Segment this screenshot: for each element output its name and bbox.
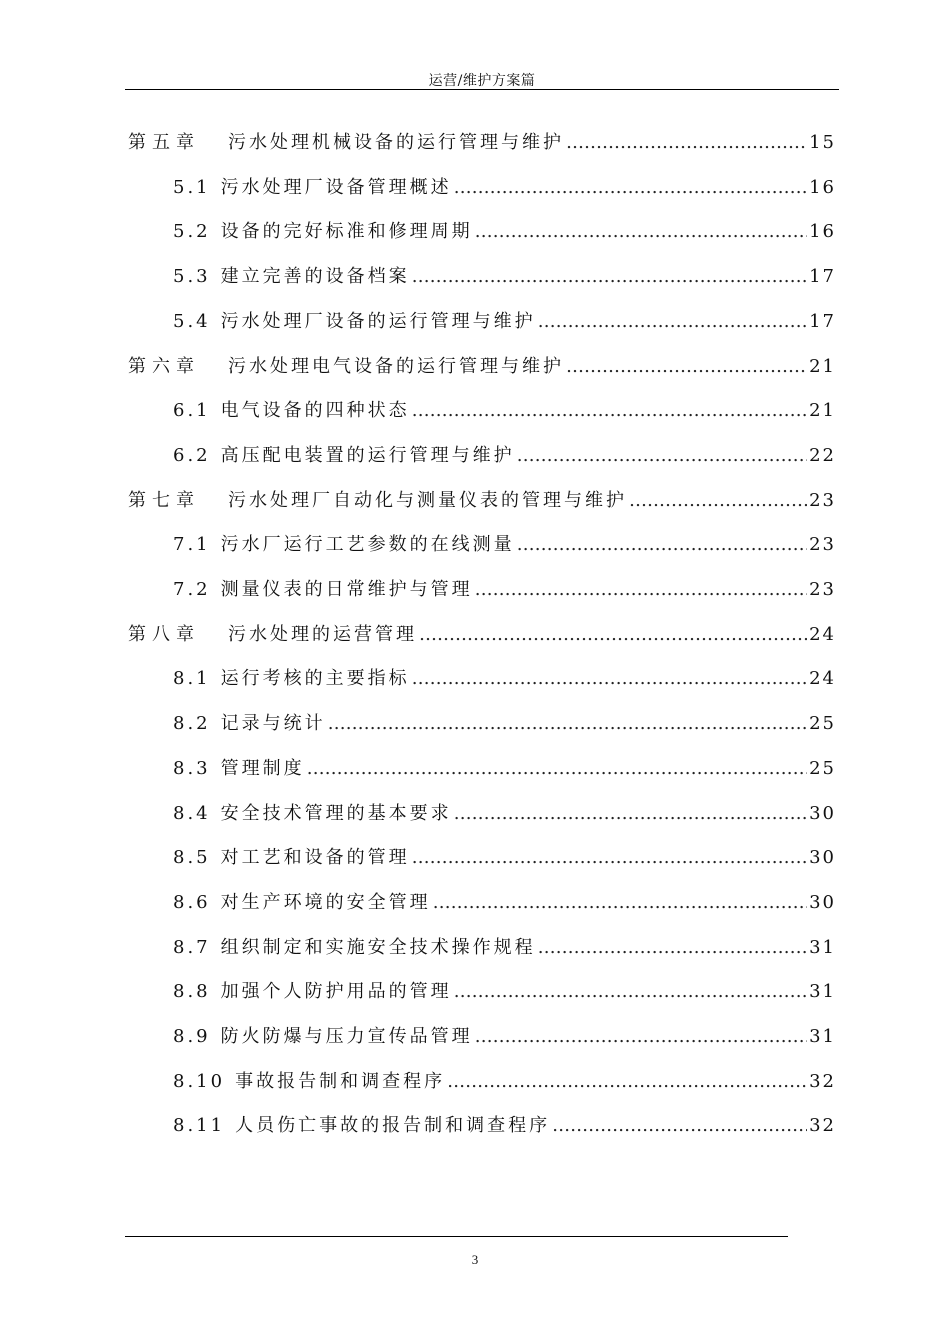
- toc-dot-leader: [538, 310, 807, 334]
- toc-entry-page: 21: [809, 355, 836, 377]
- toc-dot-leader: [454, 802, 807, 826]
- toc-dot-leader: [454, 980, 807, 1004]
- running-header: 运营/维护方案篇: [428, 73, 536, 89]
- toc-entry-title: 记录与统计: [220, 713, 326, 735]
- toc-entry-title: 污水处理厂设备的运行管理与维护: [220, 310, 536, 332]
- toc-section-entry[interactable]: [173, 265, 836, 289]
- toc-section-entry[interactable]: [173, 891, 836, 915]
- toc-entry-number: 第七章: [128, 489, 200, 511]
- toc-section-entry[interactable]: [173, 1114, 836, 1138]
- toc-entry-number: 8.5: [173, 847, 211, 869]
- toc-entry-title: 污水厂运行工艺参数的在线测量: [220, 534, 515, 556]
- toc-dot-leader: [419, 623, 807, 647]
- toc-entry-title: 污水处理机械设备的运行管理与维护: [228, 132, 564, 153]
- toc-chapter-entry[interactable]: [128, 131, 836, 155]
- toc-entry-number: 8.4: [173, 802, 211, 824]
- toc-entry-number: 8.1: [173, 668, 211, 690]
- toc-section-entry[interactable]: [173, 578, 836, 602]
- toc-entry-title: 高压配电装置的运行管理与维护: [220, 444, 515, 466]
- toc-entry-number: 8.10: [173, 1070, 226, 1092]
- toc-entry-page: 16: [809, 176, 836, 198]
- toc-entry-title: 设备的完好标准和修理周期: [220, 221, 473, 243]
- toc-section-entry[interactable]: [173, 1070, 836, 1094]
- toc-dot-leader: [475, 578, 807, 602]
- toc-entry-number: 8.6: [173, 891, 211, 913]
- toc-entry-page: 32: [809, 1115, 836, 1137]
- toc-entry-number: 8.3: [173, 757, 211, 779]
- toc-entry-number: 5.3: [173, 266, 211, 288]
- toc-entry-page: 30: [809, 891, 836, 913]
- toc-dot-leader: [517, 444, 807, 468]
- toc-dot-leader: [433, 891, 807, 915]
- toc-dot-leader: [552, 1114, 807, 1138]
- toc-entry-page: 31: [809, 936, 836, 958]
- toc-entry-page: 23: [809, 579, 836, 600]
- toc-dot-leader: [412, 399, 807, 423]
- toc-entry-title: 安全技术管理的基本要求: [220, 802, 452, 824]
- toc-entry-title: 污水处理厂设备管理概述: [220, 176, 452, 198]
- toc-chapter-entry[interactable]: [128, 355, 836, 379]
- toc-entry-title: 建立完善的设备档案: [220, 266, 410, 288]
- toc-entry-page: 23: [809, 489, 836, 511]
- toc-chapter-entry[interactable]: [128, 623, 836, 647]
- toc-entry-title: 污水处理厂自动化与测量仪表的管理与维护: [228, 489, 627, 511]
- toc-entry-title: 事故报告制和调查程序: [235, 1070, 446, 1092]
- toc-entry-number: 5.4: [173, 310, 211, 332]
- toc-entry-title: 管理制度: [220, 757, 305, 779]
- toc-entry-title: 测量仪表的日常维护与管理: [220, 579, 473, 600]
- toc-entry-page: 24: [809, 623, 836, 645]
- toc-section-entry[interactable]: [173, 399, 836, 423]
- toc-section-entry[interactable]: [173, 667, 836, 691]
- toc-entry-number: 第六章: [128, 355, 200, 377]
- toc-entry-title: 污水处理电气设备的运行管理与维护: [228, 355, 564, 377]
- toc-entry-title: 组织制定和实施安全技术操作规程: [220, 936, 536, 958]
- toc-dot-leader: [328, 712, 807, 736]
- toc-entry-title: 对生产环境的安全管理: [220, 891, 431, 913]
- toc-dot-leader: [566, 355, 807, 379]
- toc-entry-number: 5.2: [173, 221, 211, 243]
- toc-section-entry[interactable]: [173, 310, 836, 334]
- toc-entry-number: 8.7: [173, 936, 211, 958]
- toc-entry-page: 22: [809, 444, 836, 466]
- toc-chapter-entry[interactable]: [128, 489, 836, 513]
- toc-entry-number: 5.1: [173, 176, 211, 198]
- page-number: 3: [471, 1252, 479, 1267]
- toc-entry-number: 8.9: [173, 1026, 211, 1047]
- toc-entry-page: 23: [809, 534, 836, 556]
- toc-entry-page: 30: [809, 802, 836, 824]
- toc-section-entry[interactable]: [173, 444, 836, 468]
- toc-entry-number: 8.8: [173, 981, 211, 1003]
- toc-entry-title: 对工艺和设备的管理: [220, 847, 410, 869]
- toc-dot-leader: [412, 667, 807, 691]
- toc-entry-title: 电气设备的四种状态: [220, 400, 410, 422]
- toc-entry-title: 防火防爆与压力宣传品管理: [220, 1026, 473, 1047]
- toc-dot-leader: [566, 131, 807, 155]
- toc-entry-page: 16: [809, 221, 836, 243]
- toc-entry-title: 人员伤亡事故的报告制和调查程序: [235, 1115, 551, 1137]
- toc-section-entry[interactable]: [173, 936, 836, 960]
- toc-section-entry[interactable]: [173, 846, 836, 870]
- toc-entry-page: 31: [809, 981, 836, 1003]
- toc-entry-number: 7.2: [173, 579, 211, 600]
- toc-entry-number: 6.1: [173, 400, 211, 422]
- toc-entry-page: 17: [809, 310, 836, 332]
- toc-entry-page: 25: [809, 757, 836, 779]
- toc-entry-number: 8.11: [173, 1115, 226, 1137]
- toc-dot-leader: [475, 1025, 807, 1049]
- toc-entry-number: 7.1: [173, 534, 211, 556]
- toc-entry-page: 30: [809, 847, 836, 869]
- toc-entry-number: 6.2: [173, 444, 211, 466]
- toc-section-entry[interactable]: [173, 1025, 836, 1049]
- toc-entry-page: 21: [809, 400, 836, 422]
- toc-section-entry[interactable]: [173, 980, 836, 1004]
- toc-entry-number: 8.2: [173, 713, 211, 735]
- toc-entry-page: 17: [809, 266, 836, 288]
- toc-entry-title: 加强个人防护用品的管理: [220, 981, 452, 1003]
- toc-section-entry[interactable]: [173, 757, 836, 781]
- toc-entry-page: 31: [809, 1026, 836, 1047]
- toc-section-entry[interactable]: [173, 220, 836, 244]
- toc-dot-leader: [538, 936, 807, 960]
- toc-entry-number: 第八章: [128, 623, 200, 645]
- toc-dot-leader: [475, 220, 807, 244]
- toc-entry-page: 32: [809, 1070, 836, 1092]
- toc-section-entry[interactable]: [173, 802, 836, 826]
- toc-section-entry[interactable]: [173, 533, 836, 557]
- toc-dot-leader: [412, 846, 807, 870]
- toc-dot-leader: [307, 757, 807, 781]
- toc-section-entry[interactable]: [173, 176, 836, 200]
- toc-dot-leader: [629, 489, 807, 513]
- toc-entry-number: 第五章: [128, 132, 200, 153]
- toc-section-entry[interactable]: [173, 712, 836, 736]
- toc-dot-leader: [517, 533, 807, 557]
- toc-dot-leader: [447, 1070, 807, 1094]
- toc-dot-leader: [412, 265, 807, 289]
- header-divider: [125, 89, 839, 90]
- toc-dot-leader: [454, 176, 807, 200]
- toc-entry-title: 污水处理的运营管理: [228, 623, 417, 645]
- toc-entry-page: 25: [809, 713, 836, 735]
- toc-entry-title: 运行考核的主要指标: [220, 668, 410, 690]
- toc-entry-page: 15: [809, 132, 836, 153]
- footer-divider: [125, 1236, 788, 1237]
- toc-entry-page: 24: [809, 668, 836, 690]
